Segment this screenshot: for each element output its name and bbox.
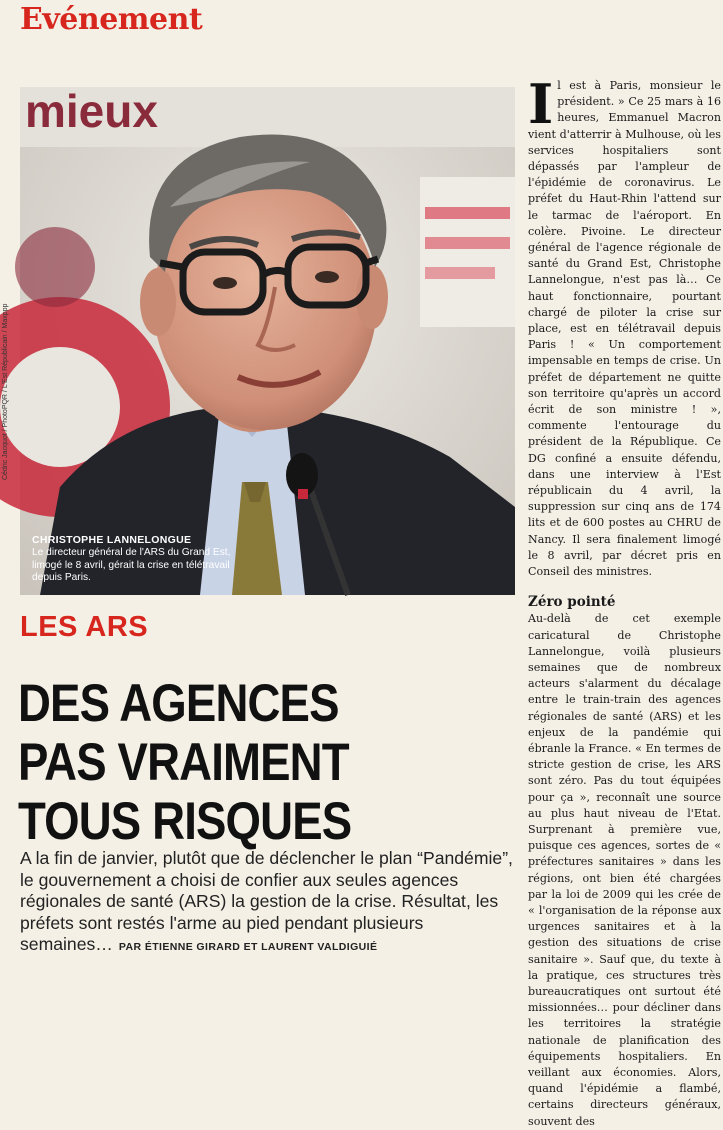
portrait-photo — [20, 87, 515, 595]
paragraph-1 — [528, 72, 721, 580]
lede — [20, 848, 520, 959]
photo-caption — [32, 534, 232, 585]
caption-name: CHRISTOPHE LANNELONGUE — [32, 534, 192, 547]
subhead: Zéro pointé — [528, 594, 616, 611]
lede-text: A la fin de janvier, plutôt que de déclencher le plan “Pandémie”, le gouvernement a choisi de confier aux seules agences régionales de santé (ARS) la gestion de la crise. Résultat, les préfets sont restés l'arme au pied pendant plusieurs semaines… — [20, 848, 513, 954]
article-column — [528, 72, 721, 1130]
portrait-illustration — [20, 87, 515, 595]
caption-description: Le directeur général de l'ARS du Grand Est, limogé le 8 avril, gérait la crise en télétravail depuis Paris. — [32, 546, 231, 584]
backdrop-word: mieux — [25, 85, 158, 137]
photo-credit: Cédric Jacquot / PhotoPQR / L'Est Républicain / Maxppp — [2, 303, 9, 480]
paragraph-2: Au-delà de cet exemple caricatural de Christophe Lannelongue, voilà plusieurs semaines que de nombreux acteurs s'alarment du décalage entre le train-train des agences régionales de santé (ARS) et les enjeux de la pandémie qui ébranle la France. « En termes de stricte gestion de crise, les ARS sont zéro. Pas du tout équipées pour ça », reconnaît une source au plus haut niveau de l'Etat. Surprenant à première vue, puisque ces agences, sortes de « préfectures sanitaires » dans les régions, ont bien été chargées par la loi de 2009 qui les crée de « l'organisation de la réponse aux urgences sanitaires et à la gestion des situations de crise sanitaire ». Sauf que, du texte à la pratique, ces structures très bureaucratiques ont surtout été missionnées… pour décliner dans les territoires la stratégie nationale de planification des équipements hospitaliers. En veillant aux économies. Alors, quand l'épidémie a flambé, certains directeurs généraux, souvent des — [528, 612, 721, 1128]
paragraph-1-text: l est à Paris, monsieur le président. » Ce 25 mars à 16 heures, Emmanuel Macron vient d'atterrir à Mulhouse, où les services hospitaliers sont dépassés par l'ampleur de l'épidémie de coronavirus. Le préfet du Haut-Rhin l'attend sur le tarmac de l'aéroport. En colère. Pivoine. Le directeur général de l'agence régionale de santé du Grand Est, Christophe Lannelongue, n'est pas là… Ce haut fonctionnaire, pourtant chargé de piloter la crise sur place, est en télétravail depuis Paris ! « Un comportement impensable en temps de crise. Un préfet de département ne quitte son territoire qu'après un accord écrit de son ministre ! », commente l'entourage du président de la République. Ce DG confiné a ensuite défendu, dans une interview à l'Est républicain du 4 avril, la suppression sur cinq ans de 174 lits et de 600 postes au CHRU de Nancy. Il sera finalement limogé le 8 avril, par décret pris en Conseil des ministres. — [528, 79, 721, 579]
byline: PAR ÉTIENNE GIRARD ET LAURENT VALDIGUIÉ — [118, 941, 378, 953]
headline-line: DES AGENCES — [18, 674, 339, 733]
headline — [18, 674, 452, 851]
headline-line: TOUS RISQUES — [18, 792, 352, 851]
headline-line: PAS VRAIMENT — [18, 733, 349, 792]
kicker: LES ARS — [20, 611, 149, 643]
section-rubric: Evénement — [20, 2, 203, 37]
drop-cap: I — [528, 72, 554, 136]
